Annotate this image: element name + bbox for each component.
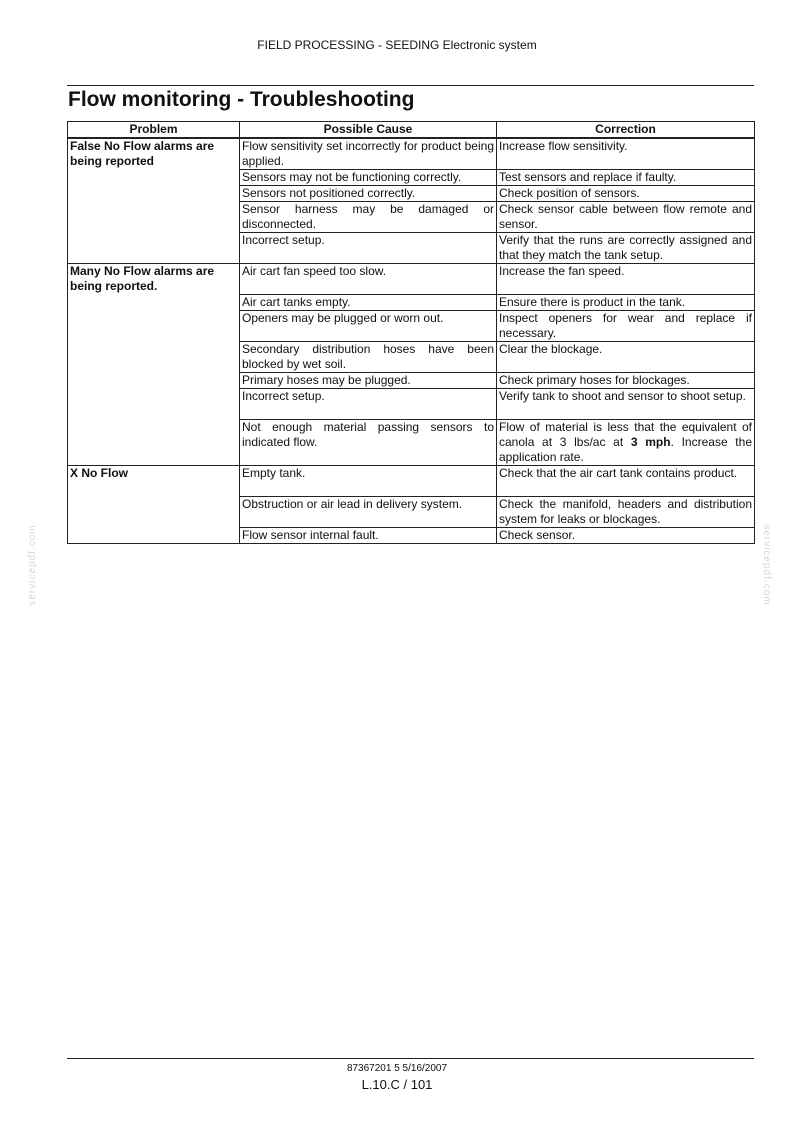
page-title: Flow monitoring - Troubleshooting (68, 88, 415, 111)
cause-cell: Not enough material passing sensors to indicated flow. (240, 420, 497, 466)
table-row (68, 138, 755, 170)
correction-cell: Clear the blockage. (497, 342, 755, 373)
cause-cell: Empty tank. (240, 466, 497, 497)
problem-cell: X No Flow (68, 466, 240, 544)
cause-cell: Secondary distribution hoses have been blocked by wet soil. (240, 342, 497, 373)
title-divider (67, 85, 754, 86)
correction-cell: Increase the fan speed. (497, 264, 755, 295)
running-header: FIELD PROCESSING - SEEDING Electronic system (257, 38, 537, 52)
cause-cell: Primary hoses may be plugged. (240, 373, 497, 389)
cause-cell: Air cart fan speed too slow. (240, 264, 497, 295)
footer-divider (67, 1058, 754, 1059)
footer-document-code: 87367201 5 5/16/2007 (346, 1063, 448, 1074)
correction-emphasis: 3 mph (630, 435, 671, 449)
correction-cell: Check the manifold, headers and distribution system for leaks or blockages. (497, 497, 755, 528)
correction-cell: Check that the air cart tank contains product. (497, 466, 755, 497)
cause-cell: Obstruction or air lead in delivery system. (240, 497, 497, 528)
correction-cell: Increase flow sensitivity. (497, 138, 755, 170)
cause-cell: Sensor harness may be damaged or disconnected. (240, 202, 497, 233)
table-header-row (68, 122, 755, 139)
correction-cell: Test sensors and replace if faulty. (497, 170, 755, 186)
cause-cell: Incorrect setup. (240, 389, 497, 420)
problem-cell: False No Flow alarms are being reported (68, 138, 240, 264)
correction-cell: Check sensor. (497, 528, 755, 544)
watermark-left: servicepdf.com (27, 524, 38, 606)
cause-cell: Flow sensor internal fault. (240, 528, 497, 544)
correction-cell: Check position of sensors. (497, 186, 755, 202)
correction-cell: Verify that the runs are correctly assigned and that they match the tank setup. (497, 233, 755, 264)
correction-cell: Check sensor cable between flow remote and sensor. (497, 202, 755, 233)
cause-cell: Sensors not positioned correctly. (240, 186, 497, 202)
watermark-right: servicepdf.com (761, 524, 772, 606)
troubleshooting-table (67, 121, 755, 544)
correction-cell: Check primary hoses for blockages. (497, 373, 755, 389)
footer-page-number: L.10.C / 101 (361, 1077, 433, 1092)
correction-cell (497, 420, 755, 466)
cause-cell: Air cart tanks empty. (240, 295, 497, 311)
correction-cell: Verify tank to shoot and sensor to shoot setup. (497, 389, 755, 420)
cause-cell: Sensors may not be functioning correctly. (240, 170, 497, 186)
correction-text: Flow of material is less that the equivalent of canola at 3 lbs/ac at (499, 420, 752, 449)
table-row (68, 466, 755, 497)
problem-cell: Many No Flow alarms are being reported. (68, 264, 240, 466)
cause-cell: Openers may be plugged or worn out. (240, 311, 497, 342)
correction-cell: Ensure there is product in the tank. (497, 295, 755, 311)
column-header-correction: Correction (497, 122, 755, 139)
cause-cell: Flow sensitivity set incorrectly for product being applied. (240, 138, 497, 170)
correction-cell: Inspect openers for wear and replace if necessary. (497, 311, 755, 342)
correction-text: . Increase the application rate. (499, 435, 752, 464)
table-row (68, 264, 755, 295)
cause-cell: Incorrect setup. (240, 233, 497, 264)
column-header-problem: Problem (68, 122, 240, 139)
column-header-cause: Possible Cause (240, 122, 497, 139)
